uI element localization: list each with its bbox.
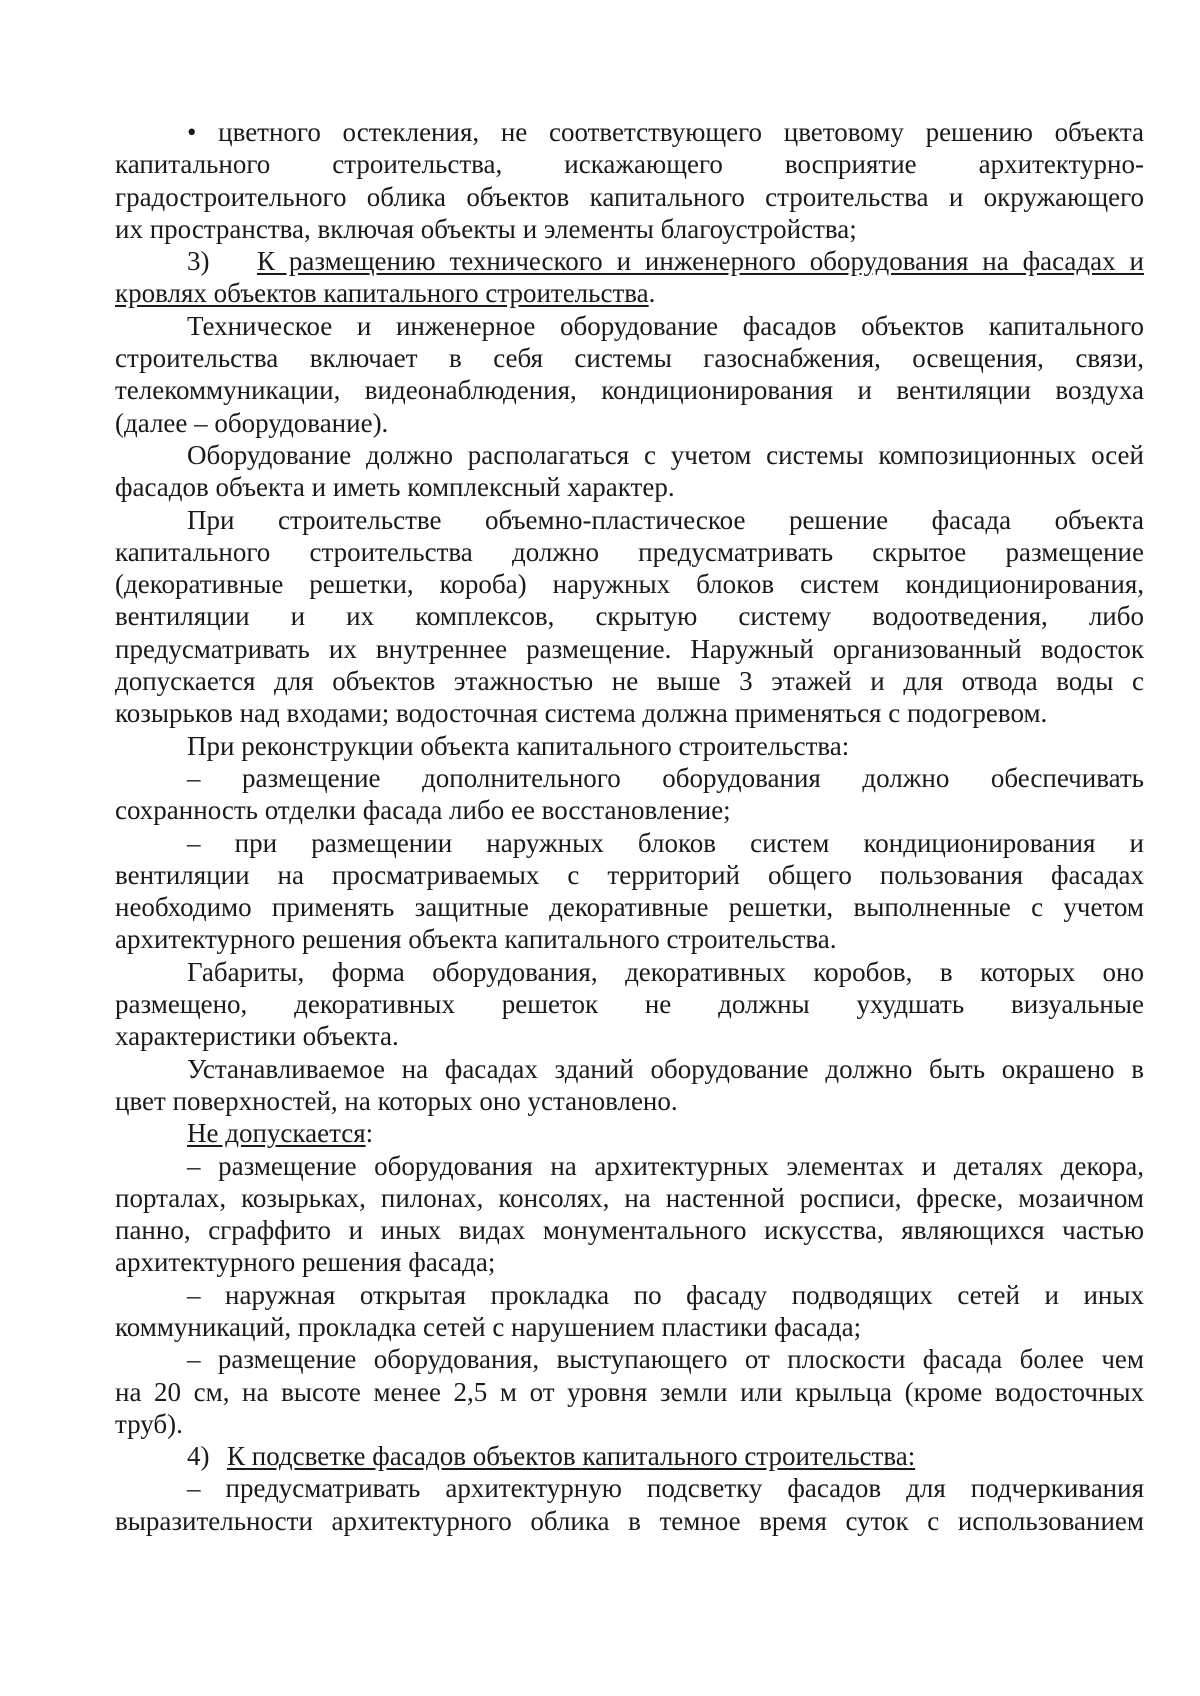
paragraph-equipment-placement: [115, 439, 1144, 504]
paragraph-paint-color: [115, 1053, 1144, 1118]
text-line: порталах, козырьках, пилонах, консолях, на настенной росписи, фреске, мозаичном: [115, 1182, 1144, 1213]
text-line: панно, сграффито и иных видах монументального искусства, являющихся частью: [115, 1215, 1144, 1246]
text-line: выразительности архитектурного облика в темное время суток с использованием: [115, 1505, 1144, 1536]
text-line: • цветного остекления, не соответствующего цветовому решению объекта: [187, 117, 1144, 147]
text-line: козырьков над входами; водосточная система должна применяться с подогревом.: [115, 698, 1048, 729]
text-line: градостроительного облика объектов капитального строительства и окружающего: [115, 181, 1144, 212]
punctuation: :: [365, 1118, 374, 1149]
paragraph-colored-glazing: [115, 116, 1144, 245]
text-line: вентиляции на просматриваемых с территорий общего пользования фасадах: [115, 859, 1144, 890]
text-line: предусматривать их внутреннее размещение. Наружный организованный водосток: [115, 633, 1144, 664]
text-line: необходимо применять защитные декоративные решетки, выполненные с учетом: [115, 892, 1144, 923]
list-item: [115, 827, 1144, 956]
text-line: – размещение оборудования на архитектурных элементах и деталях декора,: [187, 1150, 1144, 1181]
not-allowed-heading: [115, 1117, 1144, 1149]
punctuation: .: [648, 278, 656, 309]
text-line: размещено, декоративных решеток не должны ухудшать визуальные: [115, 989, 1144, 1020]
paragraph-equipment-definition: [115, 310, 1144, 439]
section-number: 3): [187, 246, 210, 277]
text-line: характеристики объекта.: [115, 1021, 399, 1052]
text-line: допускается для объектов этажностью не выше 3 этажей и для отвода воды с: [115, 666, 1144, 697]
section-4-heading: [115, 1440, 1144, 1472]
text-line: [115, 1440, 1144, 1472]
list-item: [115, 1279, 1144, 1344]
list-item: [115, 1150, 1144, 1279]
section-title-part: кровлях объектов капитального строительства: [115, 278, 649, 309]
list-item: [115, 1343, 1144, 1440]
text-line: капитального строительства должно предусматривать скрытое размещение: [115, 536, 1144, 567]
text-line: Техническое и инженерное оборудование фасадов объектов капитального: [187, 310, 1144, 341]
text-line: коммуникаций, прокладка сетей с нарушением пластики фасада;: [115, 1311, 862, 1342]
text-line: Габариты, форма оборудования, декоративных коробов, в которых оно: [187, 956, 1144, 987]
text-line: (далее – оборудование).: [115, 407, 389, 438]
text-line: [115, 1117, 1144, 1149]
text-line: цвет поверхностей, на которых оно установлено.: [115, 1085, 678, 1116]
list-item: [115, 762, 1144, 827]
text-line: архитектурного решения фасада;: [115, 1247, 496, 1278]
text-line: вентиляции и их комплексов, скрытую систему водоотведения, либо: [115, 601, 1144, 632]
paragraph-dimensions: [115, 956, 1144, 1053]
text-line: их пространства, включая объекты и элементы благоустройства;: [115, 213, 857, 244]
list-item: [115, 1472, 1144, 1537]
text-line: телекоммуникации, видеонаблюдения, кондиционирования и вентиляции воздуха: [115, 375, 1144, 406]
text-line: (декоративные решетки, короба) наружных блоков систем кондиционирования,: [115, 569, 1144, 600]
paragraph-construction-requirements: [115, 504, 1144, 730]
text-line: – размещение оборудования, выступающего от плоскости фасада более чем: [187, 1344, 1144, 1375]
text-line: строительства включает в себя системы газоснабжения, освещения, связи,: [115, 343, 1144, 374]
text-line: на 20 см, на высоте менее 2,5 м от уровня земли или крыльца (кроме водосточных: [115, 1376, 1144, 1407]
text-line: [115, 245, 1144, 277]
text-line: – размещение дополнительного оборудования должно обеспечивать: [187, 762, 1144, 793]
section-title-part: К размещению технического и инженерного оборудования на фасадах и: [257, 246, 1144, 277]
text-line: [115, 277, 1144, 309]
text-line: При реконструкции объекта капитального строительства:: [187, 730, 850, 761]
text-line: архитектурного решения объекта капитального строительства.: [115, 924, 837, 955]
text-line: – наружная открытая прокладка по фасаду подводящих сетей и иных: [187, 1279, 1144, 1310]
text-line: труб).: [115, 1408, 183, 1439]
paragraph-reconstruction-intro: [115, 730, 1144, 762]
text-line: фасадов объекта и иметь комплексный характер.: [115, 472, 675, 503]
heading-text: Не допускается: [187, 1118, 366, 1149]
section-3-heading: [115, 245, 1144, 310]
text-line: Устанавливаемое на фасадах зданий оборудование должно быть окрашено в: [187, 1053, 1144, 1084]
text-line: сохранность отделки фасада либо ее восстановление;: [115, 795, 731, 826]
section-number: 4): [187, 1441, 210, 1472]
text-line: – при размещении наружных блоков систем кондиционирования и: [187, 827, 1144, 858]
text-line: При строительстве объемно-пластическое решение фасада объекта: [187, 504, 1144, 535]
text-line: капитального строительства, искажающего восприятие архитектурно-: [115, 149, 1144, 180]
text-line: Оборудование должно располагаться с учетом системы композиционных осей: [187, 439, 1144, 470]
text-line: – предусматривать архитектурную подсветку фасадов для подчеркивания: [187, 1473, 1144, 1504]
section-title-part: К подсветке фасадов объектов капитального строительства:: [227, 1441, 916, 1472]
